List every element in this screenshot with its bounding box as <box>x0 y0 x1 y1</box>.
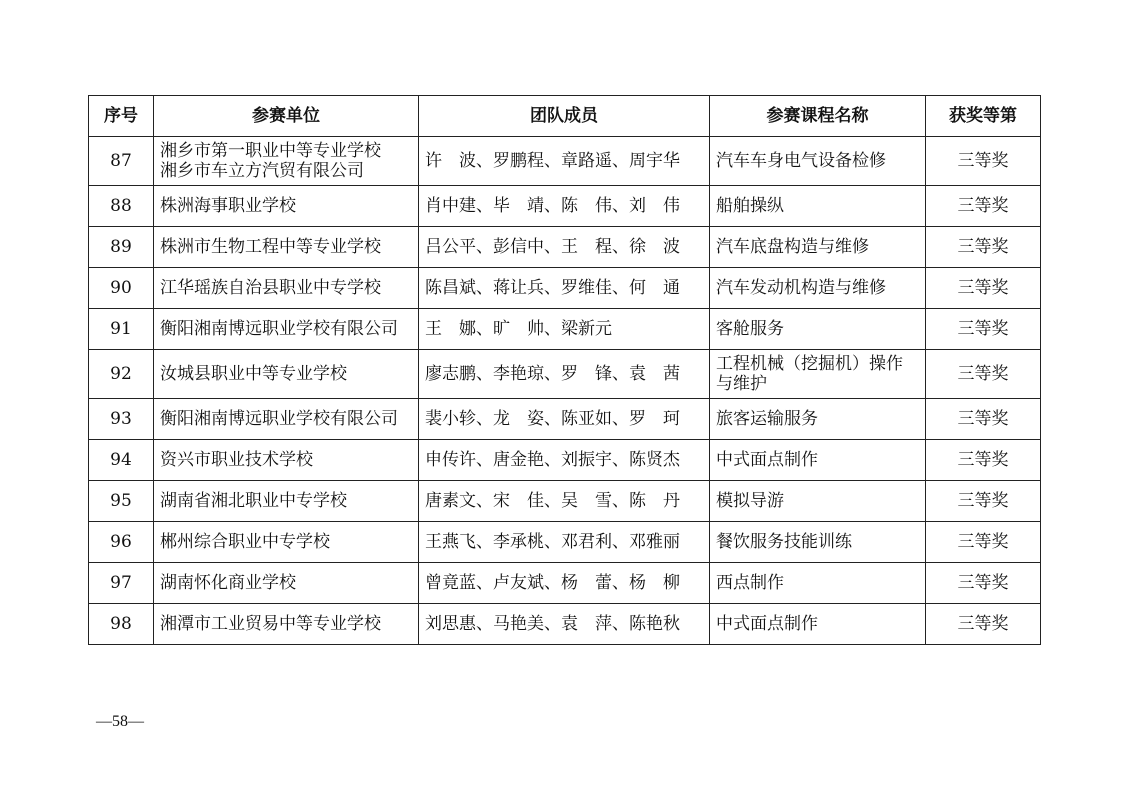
cell-no: 92 <box>89 350 154 399</box>
cell-course <box>710 440 926 481</box>
course-line: 汽车车身电气设备检修 <box>716 151 886 171</box>
cell-unit <box>154 227 419 268</box>
cell-unit <box>154 604 419 645</box>
cell-course <box>710 563 926 604</box>
cell-no: 95 <box>89 481 154 522</box>
course-line: 旅客运输服务 <box>716 409 818 429</box>
table-row <box>89 350 1041 399</box>
table-row <box>89 604 1041 645</box>
header-award: 获奖等第 <box>926 96 1041 137</box>
course-line: 汽车底盘构造与维修 <box>716 237 869 257</box>
cell-unit <box>154 350 419 399</box>
cell-unit <box>154 186 419 227</box>
cell-course <box>710 186 926 227</box>
cell-no: 94 <box>89 440 154 481</box>
cell-members: 裴小轸、龙 姿、陈亚如、罗 珂 <box>419 399 710 440</box>
cell-no: 96 <box>89 522 154 563</box>
cell-award: 三等奖 <box>926 137 1041 186</box>
unit-line: 衡阳湘南博远职业学校有限公司 <box>160 319 398 339</box>
cell-course <box>710 399 926 440</box>
header-members: 团队成员 <box>419 96 710 137</box>
cell-members: 王 娜、旷 帅、梁新元 <box>419 309 710 350</box>
cell-no: 93 <box>89 399 154 440</box>
cell-award: 三等奖 <box>926 309 1041 350</box>
table-body <box>89 137 1041 645</box>
unit-line: 株洲市生物工程中等专业学校 <box>160 237 381 257</box>
table-row <box>89 440 1041 481</box>
table-row <box>89 186 1041 227</box>
cell-course <box>710 309 926 350</box>
unit-line: 株洲海事职业学校 <box>160 196 296 216</box>
cell-members: 王燕飞、李承桃、邓君利、邓雅丽 <box>419 522 710 563</box>
cell-course <box>710 522 926 563</box>
table-header-row <box>89 96 1041 137</box>
cell-members: 肖中建、毕 靖、陈 伟、刘 伟 <box>419 186 710 227</box>
cell-no: 88 <box>89 186 154 227</box>
cell-course <box>710 481 926 522</box>
course-line: 汽车发动机构造与维修 <box>716 278 886 298</box>
table-row <box>89 522 1041 563</box>
course-line: 与维护 <box>716 374 767 394</box>
cell-course <box>710 350 926 399</box>
table-row <box>89 137 1041 186</box>
unit-line: 湘乡市车立方汽贸有限公司 <box>160 161 364 181</box>
cell-no: 91 <box>89 309 154 350</box>
unit-line: 湖南省湘北职业中专学校 <box>160 491 347 511</box>
cell-members: 吕公平、彭信中、王 程、徐 波 <box>419 227 710 268</box>
course-line: 西点制作 <box>716 573 784 593</box>
unit-line: 资兴市职业技术学校 <box>160 450 313 470</box>
page-number: —58— <box>96 713 144 730</box>
cell-members: 唐素文、宋 佳、吴 雪、陈 丹 <box>419 481 710 522</box>
course-line: 工程机械（挖掘机）操作 <box>716 354 903 374</box>
header-no: 序号 <box>89 96 154 137</box>
cell-award: 三等奖 <box>926 481 1041 522</box>
cell-unit <box>154 268 419 309</box>
cell-award: 三等奖 <box>926 563 1041 604</box>
cell-members: 陈昌斌、蒋让兵、罗维佳、何 通 <box>419 268 710 309</box>
cell-no: 90 <box>89 268 154 309</box>
course-line: 中式面点制作 <box>716 614 818 634</box>
cell-course <box>710 227 926 268</box>
cell-unit <box>154 440 419 481</box>
cell-award: 三等奖 <box>926 268 1041 309</box>
cell-unit <box>154 481 419 522</box>
cell-unit <box>154 563 419 604</box>
cell-members: 申传许、唐金艳、刘振宇、陈贤杰 <box>419 440 710 481</box>
course-line: 餐饮服务技能训练 <box>716 532 852 552</box>
unit-line: 郴州综合职业中专学校 <box>160 532 330 552</box>
cell-no: 97 <box>89 563 154 604</box>
cell-unit <box>154 522 419 563</box>
unit-line: 衡阳湘南博远职业学校有限公司 <box>160 409 398 429</box>
unit-line: 湖南怀化商业学校 <box>160 573 296 593</box>
cell-unit <box>154 137 419 186</box>
award-table <box>88 95 1041 645</box>
cell-award: 三等奖 <box>926 440 1041 481</box>
cell-award: 三等奖 <box>926 227 1041 268</box>
table-row <box>89 563 1041 604</box>
cell-course <box>710 137 926 186</box>
unit-line: 湘乡市第一职业中等专业学校 <box>160 141 381 161</box>
table-row <box>89 481 1041 522</box>
cell-award: 三等奖 <box>926 604 1041 645</box>
cell-no: 87 <box>89 137 154 186</box>
cell-course <box>710 604 926 645</box>
cell-unit <box>154 309 419 350</box>
cell-award: 三等奖 <box>926 522 1041 563</box>
cell-course <box>710 268 926 309</box>
course-line: 模拟导游 <box>716 491 784 511</box>
cell-members: 刘思惠、马艳美、袁 萍、陈艳秋 <box>419 604 710 645</box>
cell-members: 曾竟蓝、卢友斌、杨 蕾、杨 柳 <box>419 563 710 604</box>
cell-unit <box>154 399 419 440</box>
header-course: 参赛课程名称 <box>710 96 926 137</box>
table-row <box>89 399 1041 440</box>
table-row <box>89 227 1041 268</box>
table-row <box>89 309 1041 350</box>
cell-members: 许 波、罗鹏程、章路遥、周宇华 <box>419 137 710 186</box>
cell-award: 三等奖 <box>926 186 1041 227</box>
unit-line: 汝城县职业中等专业学校 <box>160 364 347 384</box>
course-line: 船舶操纵 <box>716 196 784 216</box>
cell-award: 三等奖 <box>926 399 1041 440</box>
cell-no: 98 <box>89 604 154 645</box>
header-unit: 参赛单位 <box>154 96 419 137</box>
cell-no: 89 <box>89 227 154 268</box>
cell-members: 廖志鹏、李艳琼、罗 锋、袁 茜 <box>419 350 710 399</box>
table-row <box>89 268 1041 309</box>
course-line: 中式面点制作 <box>716 450 818 470</box>
unit-line: 江华瑶族自治县职业中专学校 <box>160 278 381 298</box>
unit-line: 湘潭市工业贸易中等专业学校 <box>160 614 381 634</box>
course-line: 客舱服务 <box>716 319 784 339</box>
cell-award: 三等奖 <box>926 350 1041 399</box>
